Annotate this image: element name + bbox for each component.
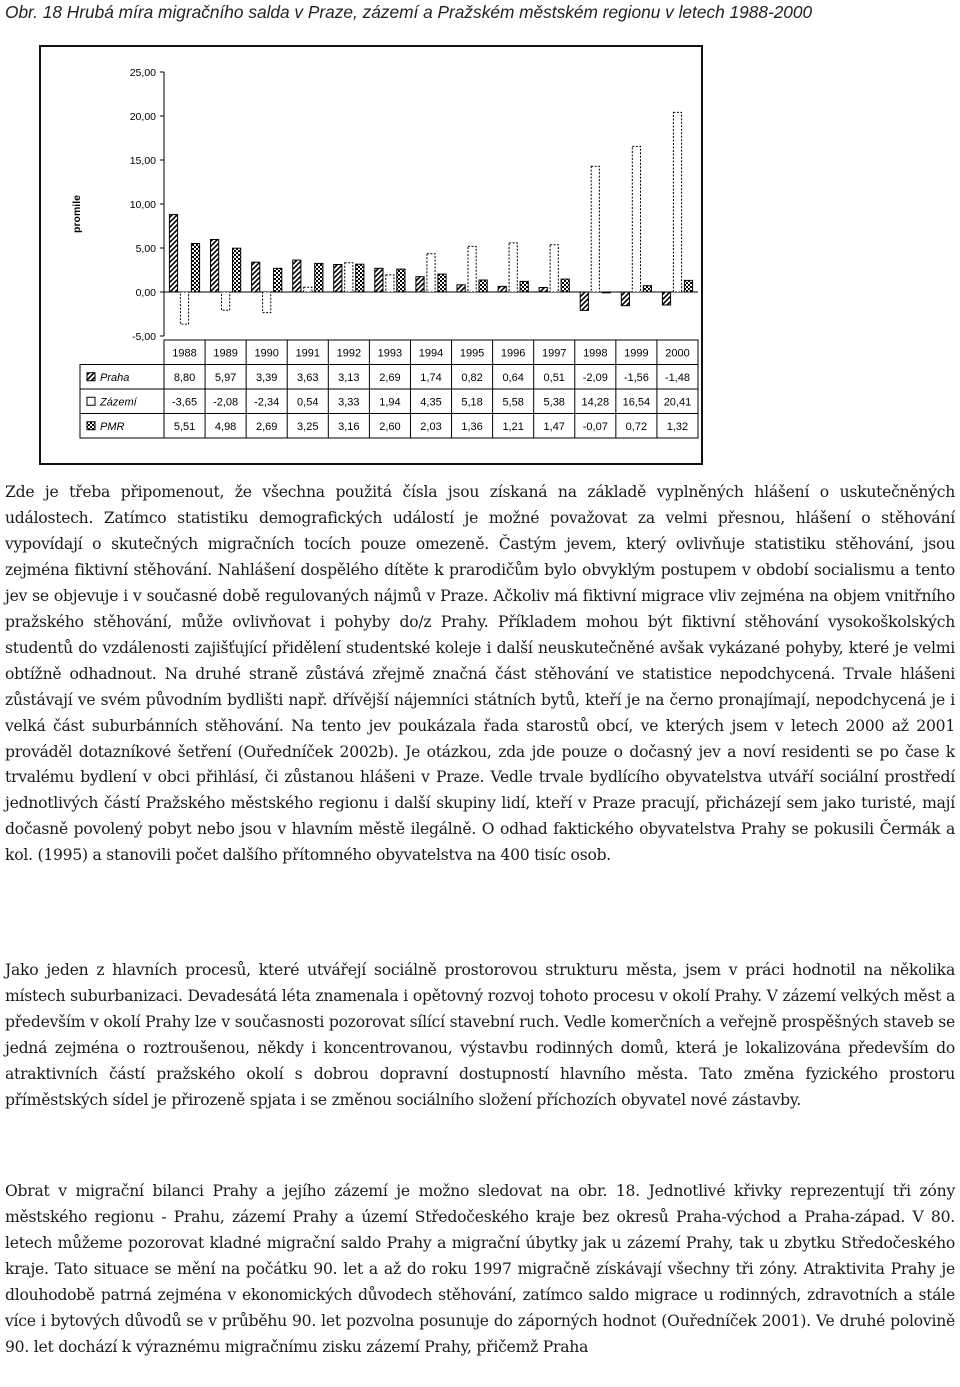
table-year-label: 1992 xyxy=(336,347,362,360)
bar-zázemí xyxy=(509,243,517,292)
bar-praha xyxy=(293,260,301,292)
bar-zázemí xyxy=(304,287,312,292)
table-value: -2,09 xyxy=(582,371,608,384)
table-value: 2,69 xyxy=(379,371,401,384)
table-year-label: 2000 xyxy=(665,347,690,360)
body-paragraph-1 xyxy=(5,480,955,869)
bar-praha xyxy=(169,215,177,292)
table-value: 4,98 xyxy=(214,420,237,433)
legend-label: Zázemí xyxy=(100,396,137,409)
legend-swatch-praha xyxy=(87,373,95,381)
chart-svg xyxy=(8,24,952,470)
bar-praha xyxy=(252,262,260,292)
bar-praha xyxy=(334,265,342,293)
bar-zázemí xyxy=(345,263,353,292)
table-value: 2,69 xyxy=(255,420,278,433)
table-value: 1,94 xyxy=(379,396,401,409)
migration-chart xyxy=(8,24,952,470)
table-value: 2,60 xyxy=(379,420,401,433)
bar-pmr xyxy=(561,279,569,292)
table-year-label: 1988 xyxy=(172,347,197,360)
table-value: 5,51 xyxy=(173,420,196,433)
bar-zázemí xyxy=(591,166,599,292)
figure-caption: Obr. 18 Hrubá míra migračního salda v Praze, zázemí a Pražském městském regionu v letech 1988-2000 xyxy=(5,2,813,22)
table-value: 5,38 xyxy=(543,396,565,409)
legend-swatch-pmr xyxy=(87,422,95,430)
bar-praha xyxy=(621,292,629,306)
y-tick-label: -5,00 xyxy=(132,331,156,343)
table-year-label: 1994 xyxy=(418,347,444,360)
table-year-label: 1995 xyxy=(459,347,485,360)
bar-praha xyxy=(457,285,465,292)
paragraph-text: Jako jeden z hlavních procesů, které utvářejí sociálně prostorovou strukturu města, jsem v práci hodnotil na několika místech suburbanizaci. Devadesátá léta znamenala i opětovný rozvoj tohoto procesu v okolí Prahy. V zázemí velkých měst a především v okolí Prahy lze v současnosti pozorovat sílící stavební ruch. Vedle komerčních a veřejně prospěšných staveb se jedná zejména o roztroušenou, někdy i koncentrovanou, výstavbu rodinných domů, která je lokalizována především do atraktivních částí pražského okolí s dobrou dopravní dostupností hlavního města. Tato změna fyzického prostoru příměstských sídel je přirozeně spjata i se změnou sociálního složení příchozích obyvatel nové zástavby. xyxy=(5,961,955,1109)
table-value: 16,54 xyxy=(622,396,651,409)
body-paragraph-2 xyxy=(5,958,955,1114)
bar-pmr xyxy=(356,264,364,292)
bar-praha xyxy=(375,268,383,292)
bar-praha xyxy=(211,240,219,293)
table-value: -3,65 xyxy=(171,396,198,409)
bar-praha xyxy=(498,286,506,292)
bar-zázemí xyxy=(263,292,271,313)
table-value: 5,18 xyxy=(461,396,483,409)
table-value: 0,51 xyxy=(543,371,565,384)
table-value: 1,21 xyxy=(502,420,524,433)
bar-pmr xyxy=(520,281,528,292)
table-year-label: 1990 xyxy=(254,347,279,360)
table-value: -2,08 xyxy=(213,396,239,409)
bar-pmr xyxy=(233,248,241,292)
table-value: 0,72 xyxy=(625,420,648,433)
bar-pmr xyxy=(438,274,446,292)
legend-swatch-zázemí xyxy=(87,397,95,405)
table-year-label: 1993 xyxy=(377,347,403,360)
bar-zázemí xyxy=(468,246,476,292)
table-value: 3,33 xyxy=(338,396,360,409)
bar-zázemí xyxy=(673,112,681,292)
table-value: 3,63 xyxy=(297,371,319,384)
bar-praha xyxy=(416,277,424,292)
table-value: 4,35 xyxy=(420,396,442,409)
table-year-label: 1991 xyxy=(295,347,321,360)
bar-pmr xyxy=(397,269,405,292)
table-value: 3,39 xyxy=(255,371,278,384)
table-year-label: 1996 xyxy=(500,347,526,360)
paragraph-text: Obrat v migrační bilanci Prahy a jejího zázemí je možno sledovat na obr. 18. Jednotlivé křivky reprezentují tři zóny městského regionu - Prahu, zázemí Prahy a území Středočeského kraje bez okresů Praha-východ a Praha-západ. V 80. letech můžeme pozorovat kladné migrační saldo Prahy a migrační úbytky jak u zázemí Prahy, tak u zbytku Středočeského kraje. Tato situace se mění na počátku 90. let a až do roku 1997 migračně získávají všechny tři zóny. Atraktivita Prahy je dlouhodobě patrná zejména v ekonomických důvodech stěhování, zatímco saldo migrace u rodinných, zdravotních a stále více i bytových důvodů se v průběhu 90. let pozvolna posunuje do záporných hodnot (Ouředníček 2001). Ve druhé polovině 90. let dochází k výraznému migračnímu zisku zázemí Prahy, přičemž Praha xyxy=(5,1182,955,1356)
table-value: 5,97 xyxy=(214,371,237,384)
bar-pmr xyxy=(274,268,282,292)
table-value: 2,03 xyxy=(420,420,442,433)
table-value: 8,80 xyxy=(173,371,196,384)
y-tick-label: 0,00 xyxy=(135,287,156,299)
y-tick-label: 20,00 xyxy=(129,111,156,123)
bar-zázemí xyxy=(386,275,394,292)
table-value: -0,07 xyxy=(582,420,608,433)
paragraph-text: Zde je třeba připomenout, že všechna použitá čísla jsou získaná na základě vyplněných hlášení o uskutečněných událostech. Zatímco statistiku demografických událostí je možné považovat za velmi přesnou, hlášení o stěhování vypovídají o skutečných migračních tocích pouze omezeně. Častým jevem, který ovlivňuje statistiku stěhování, jsou zejména fiktivní stěhování. Nahlášení dospělého dítěte k prarodičům bylo obvyklým postupem v období socialismu a tento jev se objevuje i v současné době regulovaných nájmů v Praze. Ačkoliv má fiktivní migrace vliv zejména na objem vnitřního pražského stěhování, může ovlivňovat i pohyby do/z Prahy. Příkladem mohou být fiktivní stěhování vysokoškolských studentů do vzdálenosti zajišťující přidělení studentské koleje i další neuskutečněné avšak vykázané pohyby, které je velmi obtížně odhadnout. Na druhé straně zůstává zřejmě značná část stěhování ve statistice nepodchycená. Trvale hlášeni zůstávají ve svém původním bydlišti např. dřívější nájemníci státních bytů, kteří je na černo pronajímají, nepodchycená je i velká část suburbánních stěhování. Na tento jev poukázala řada starostů obcí, ve kterých jsem v letech 2000 až 2001 prováděl dotazníkové šetření (Ouředníček 2002b). Je otázkou, zda jde pouze o dočasný jev a noví residenti se po čase k trvalému bydlení v obci přihlásí, či zůstanou hlášeni v Praze. Vedle trvale bydlícího obyvatelstva utváří sociální prostředí jednotlivých částí Pražského městského regionu i další skupiny lidí, kteří v Praze pracují, přicházejí sem jako turisté, mají dočasně povolený pobyt nebo jsou v hlavním městě ilegálně. O odhad faktického obyvatelstva Prahy se pokusili Čermák a kol. (1995) a stanovili počet dalšího přítomného obyvatelstva na 400 tisíc osob. xyxy=(5,483,955,865)
bar-zázemí xyxy=(550,245,558,292)
table-value: -1,56 xyxy=(623,371,649,384)
bar-zázemí xyxy=(427,254,435,292)
bar-pmr xyxy=(643,286,651,292)
bar-zázemí xyxy=(180,292,188,324)
table-value: 0,54 xyxy=(297,396,319,409)
bar-zázemí xyxy=(632,146,640,292)
table-value: -2,34 xyxy=(254,396,280,409)
table-value: 1,36 xyxy=(461,420,483,433)
table-value: 1,32 xyxy=(666,420,689,433)
bar-pmr xyxy=(479,280,487,292)
bar-zázemí xyxy=(222,292,230,310)
table-value: 3,16 xyxy=(338,420,360,433)
table-year-label: 1989 xyxy=(213,347,238,360)
bar-praha xyxy=(662,292,670,305)
table-value: 1,47 xyxy=(543,420,565,433)
table-value: 14,28 xyxy=(581,396,610,409)
legend-label: Praha xyxy=(100,371,130,384)
body-paragraph-3 xyxy=(5,1179,955,1361)
table-year-label: 1999 xyxy=(624,347,649,360)
table-value: 20,41 xyxy=(663,396,692,409)
legend-label: PMR xyxy=(100,420,125,433)
bar-pmr xyxy=(315,263,323,292)
table-value: 3,25 xyxy=(297,420,319,433)
y-tick-label: 25,00 xyxy=(129,67,156,79)
y-tick-label: 10,00 xyxy=(129,199,156,211)
bar-pmr xyxy=(602,292,610,293)
bar-praha xyxy=(539,288,547,293)
table-year-label: 1998 xyxy=(583,347,608,360)
table-value: 5,58 xyxy=(502,396,524,409)
table-year-label: 1997 xyxy=(541,347,567,360)
y-tick-label: 15,00 xyxy=(129,155,156,167)
table-value: 1,74 xyxy=(420,371,442,384)
table-value: -1,48 xyxy=(664,371,691,384)
table-value: 3,13 xyxy=(338,371,360,384)
table-value: 0,64 xyxy=(502,371,524,384)
table-value: 0,82 xyxy=(461,371,483,384)
y-axis-title: promile xyxy=(71,195,83,233)
bar-praha xyxy=(580,292,588,310)
y-tick-label: 5,00 xyxy=(135,243,156,255)
bar-pmr xyxy=(684,280,692,292)
bar-pmr xyxy=(191,244,199,293)
